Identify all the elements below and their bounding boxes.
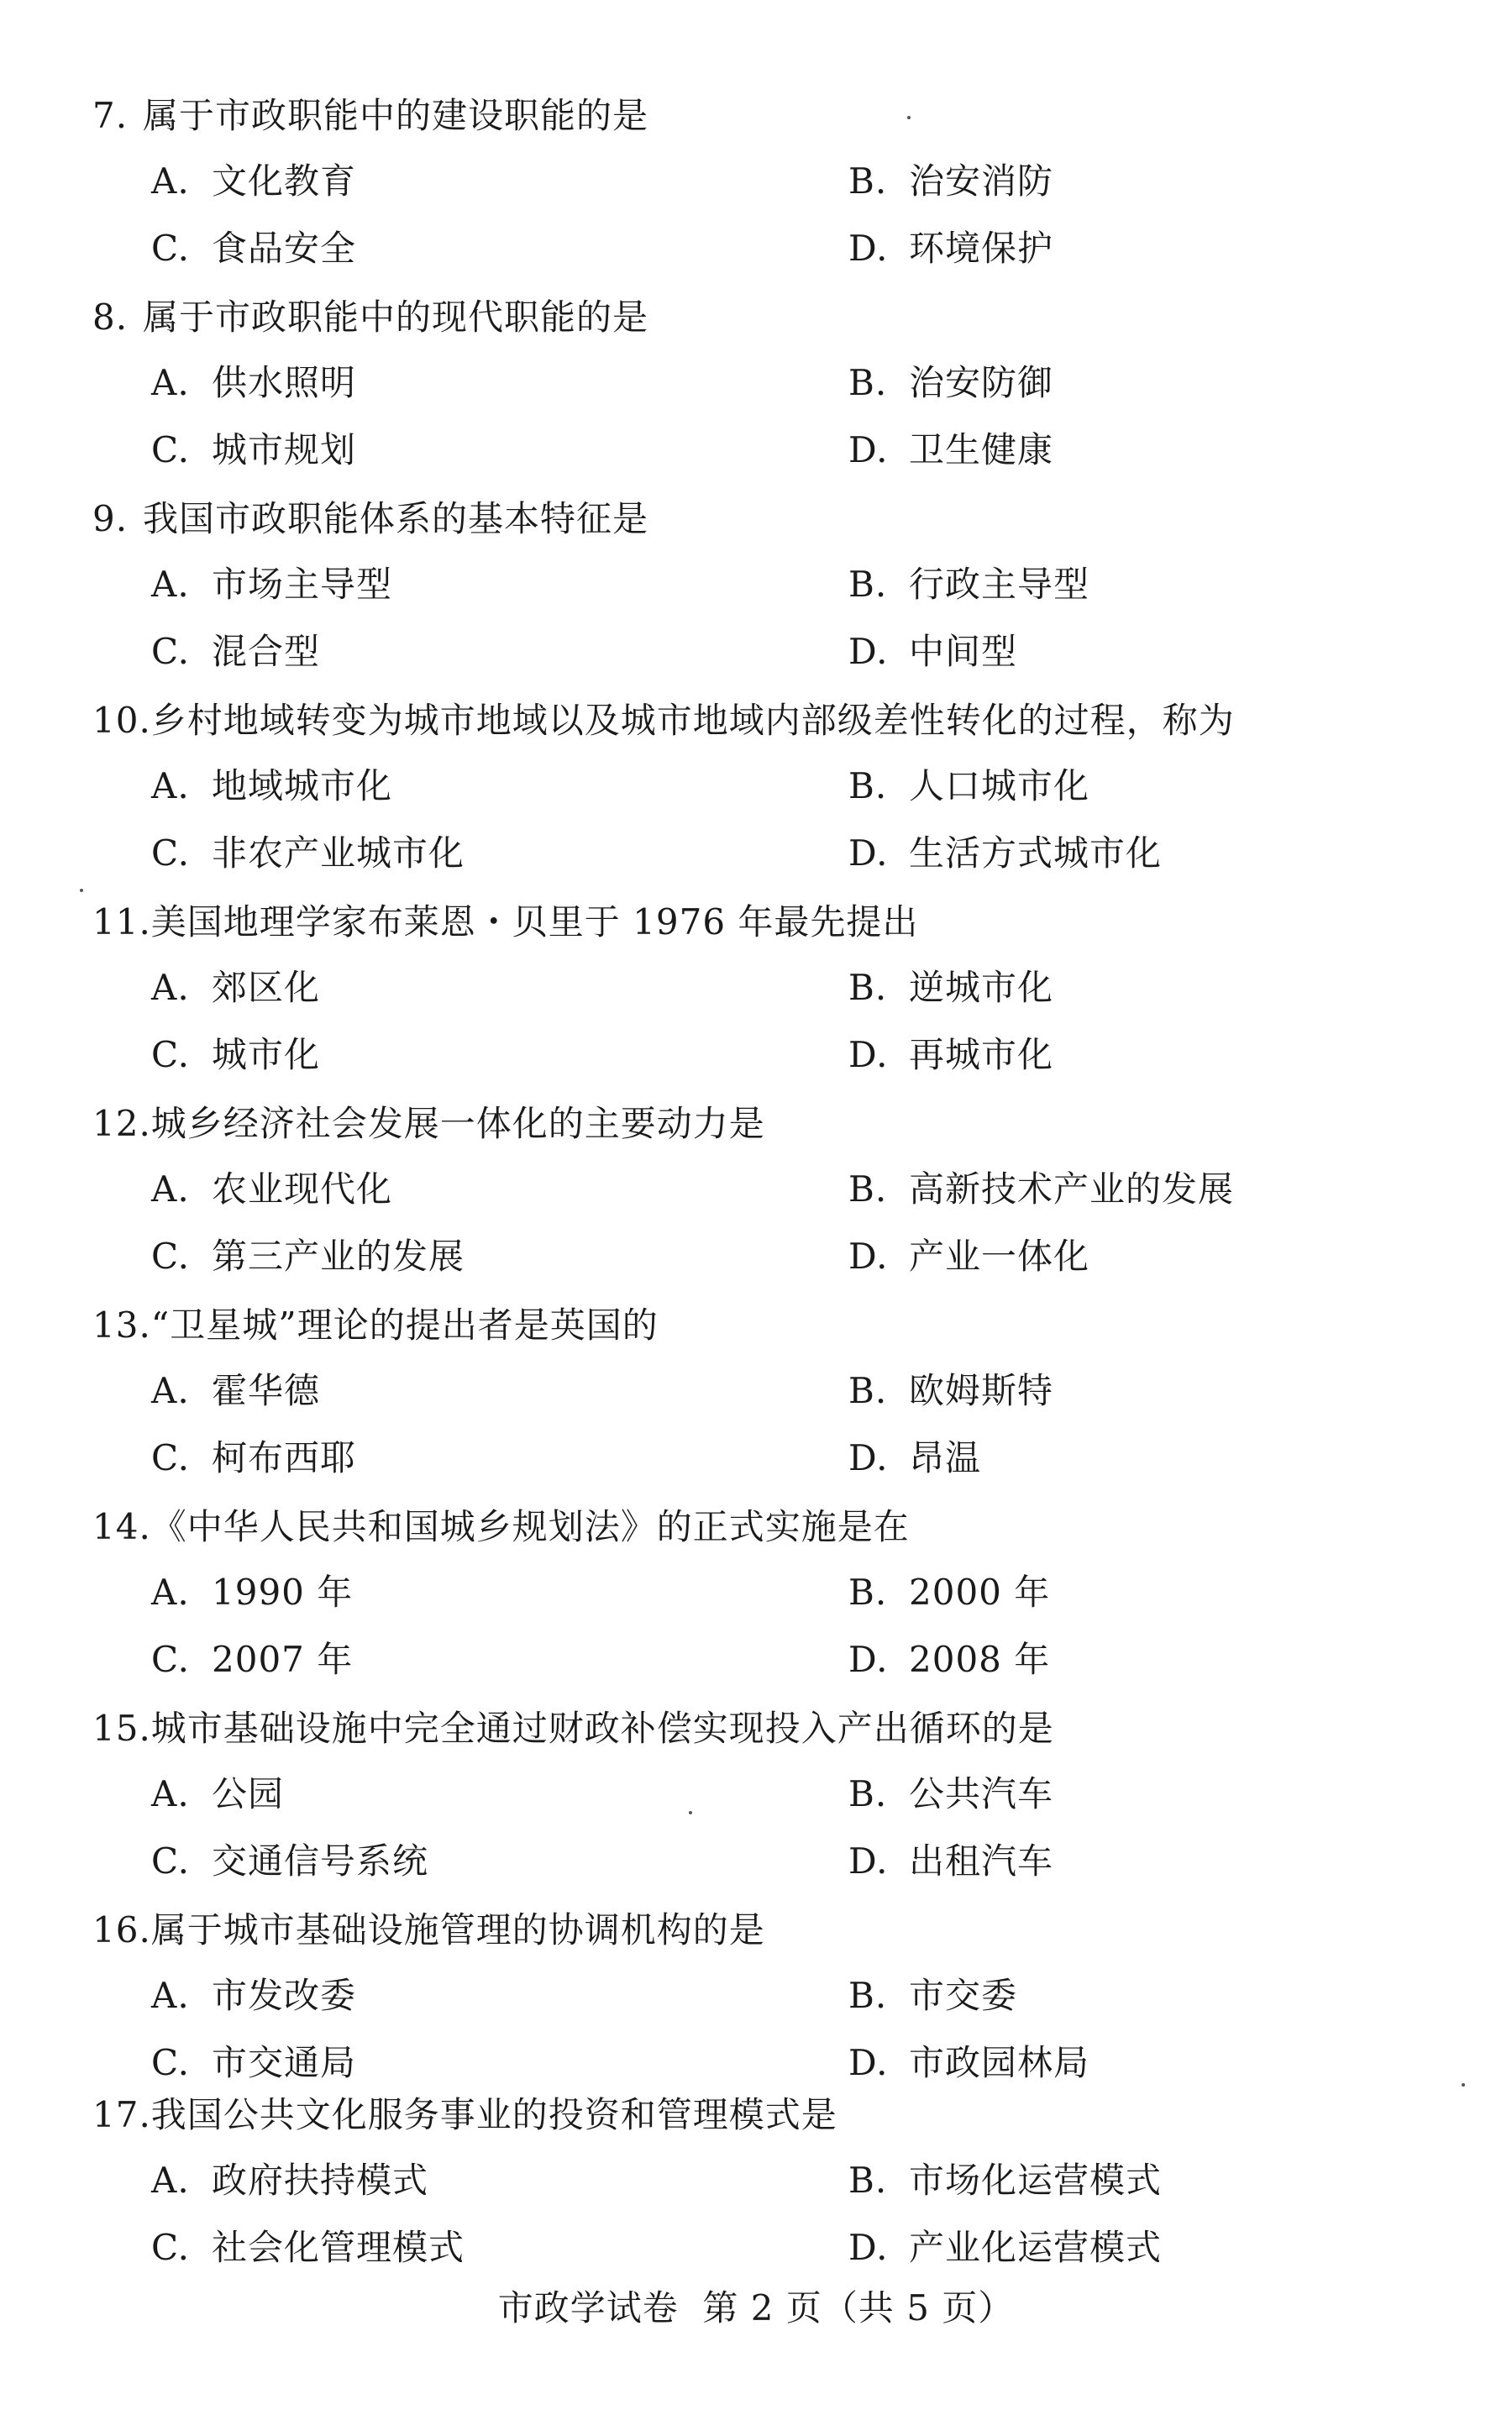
option-a bbox=[151, 358, 848, 408]
option-text: 地域城市化 bbox=[212, 765, 393, 806]
option-letter: D. bbox=[848, 1236, 889, 1277]
option-letter: B. bbox=[848, 1370, 888, 1411]
question-9 bbox=[92, 494, 1436, 677]
question-number: 11. bbox=[92, 901, 151, 942]
question-8 bbox=[92, 292, 1436, 475]
question-11 bbox=[92, 897, 1436, 1080]
option-b bbox=[848, 1567, 1495, 1618]
question-stem bbox=[92, 91, 1436, 141]
option-d bbox=[848, 2223, 1495, 2273]
option-text: 文化教育 bbox=[212, 160, 357, 202]
question-stem bbox=[92, 1099, 1436, 1149]
option-text: 市发改委 bbox=[212, 1975, 357, 2016]
option-text: 交通信号系统 bbox=[212, 1840, 429, 1882]
question-stem bbox=[92, 696, 1436, 746]
question-text: 乡村地域转变为城市地域以及城市地域内部级差性转化的过程，称为 bbox=[150, 700, 1235, 741]
option-text: 治安消防 bbox=[909, 160, 1054, 202]
option-letter: C. bbox=[151, 631, 190, 672]
option-letter: C. bbox=[151, 1840, 190, 1882]
question-number: 16. bbox=[92, 1909, 151, 1950]
option-letter: B. bbox=[848, 1773, 888, 1814]
question-number: 9. bbox=[92, 498, 129, 539]
option-b bbox=[848, 1164, 1495, 1215]
option-letter: A. bbox=[151, 1975, 190, 2016]
option-d bbox=[848, 425, 1495, 475]
option-d bbox=[848, 1836, 1495, 1887]
scan-speck bbox=[80, 889, 83, 892]
option-text: 供水照明 bbox=[212, 362, 357, 403]
option-text: 市场化运营模式 bbox=[909, 2160, 1163, 2201]
options bbox=[151, 963, 1436, 1080]
option-a bbox=[151, 156, 848, 207]
option-letter: D. bbox=[848, 832, 889, 874]
option-text: 混合型 bbox=[212, 631, 321, 672]
options bbox=[151, 559, 1436, 677]
option-letter: B. bbox=[848, 967, 888, 1008]
option-c bbox=[151, 1433, 848, 1483]
option-b bbox=[848, 1366, 1495, 1416]
option-letter: A. bbox=[151, 2160, 190, 2201]
option-text: 公共汽车 bbox=[909, 1773, 1054, 1814]
question-number: 15. bbox=[92, 1708, 151, 1749]
option-b bbox=[848, 1971, 1495, 2021]
option-b bbox=[848, 156, 1495, 207]
option-text: 环境保护 bbox=[909, 228, 1054, 269]
question-12 bbox=[92, 1099, 1436, 1282]
option-text: 第三产业的发展 bbox=[212, 1236, 465, 1277]
option-letter: A. bbox=[151, 1168, 190, 1210]
option-letter: B. bbox=[848, 362, 888, 403]
question-stem bbox=[92, 1502, 1436, 1552]
option-letter: B. bbox=[848, 1168, 888, 1210]
option-letter: C. bbox=[151, 832, 190, 874]
option-text: 市场主导型 bbox=[212, 564, 393, 605]
options bbox=[151, 156, 1436, 274]
options bbox=[151, 761, 1436, 879]
option-letter: D. bbox=[848, 429, 889, 470]
question-number: 12. bbox=[92, 1103, 151, 1144]
option-c bbox=[151, 2038, 848, 2088]
option-letter: D. bbox=[848, 228, 889, 269]
options bbox=[151, 1769, 1436, 1887]
option-letter: A. bbox=[151, 564, 190, 605]
option-c bbox=[151, 1836, 848, 1887]
option-letter: B. bbox=[848, 160, 888, 202]
question-stem bbox=[92, 1704, 1436, 1754]
option-a bbox=[151, 1769, 848, 1819]
option-a bbox=[151, 761, 848, 811]
option-d bbox=[848, 828, 1495, 879]
option-c bbox=[151, 2223, 848, 2273]
option-letter: B. bbox=[848, 564, 888, 605]
option-text: 城市化 bbox=[212, 1034, 321, 1075]
option-d bbox=[848, 223, 1495, 274]
option-b bbox=[848, 2155, 1495, 2206]
question-stem bbox=[92, 1300, 1436, 1351]
option-letter: C. bbox=[151, 2042, 190, 2083]
question-number: 10. bbox=[92, 700, 151, 741]
option-text: 公园 bbox=[212, 1773, 285, 1814]
question-text: 美国地理学家布莱恩・贝里于 1976 年最先提出 bbox=[150, 901, 919, 942]
scan-speck bbox=[689, 1811, 692, 1814]
option-letter: C. bbox=[151, 429, 190, 470]
question-text: 我国公共文化服务事业的投资和管理模式是 bbox=[150, 2094, 837, 2135]
option-c bbox=[151, 1635, 848, 1685]
option-letter: D. bbox=[848, 1437, 889, 1478]
option-d bbox=[848, 2038, 1495, 2088]
option-letter: A. bbox=[151, 1773, 190, 1814]
question-text: “卫星城”理论的提出者是英国的 bbox=[150, 1305, 659, 1346]
question-stem bbox=[92, 2090, 1436, 2140]
option-letter: D. bbox=[848, 1840, 889, 1882]
question-text: 城市基础设施中完全通过财政补偿实现投入产出循环的是 bbox=[150, 1708, 1054, 1749]
question-stem bbox=[92, 1905, 1436, 1956]
option-letter: A. bbox=[151, 765, 190, 806]
option-b bbox=[848, 559, 1495, 610]
question-10 bbox=[92, 696, 1436, 879]
option-letter: B. bbox=[848, 1572, 888, 1613]
option-letter: A. bbox=[151, 160, 190, 202]
option-text: 出租汽车 bbox=[909, 1840, 1054, 1882]
question-17 bbox=[92, 2090, 1436, 2273]
question-number: 8. bbox=[92, 297, 129, 338]
option-text: 逆城市化 bbox=[909, 967, 1054, 1008]
option-text: 市交委 bbox=[909, 1975, 1018, 2016]
option-c bbox=[151, 1231, 848, 1282]
question-text: 属于市政职能中的现代职能的是 bbox=[143, 297, 649, 338]
question-16 bbox=[92, 1905, 1436, 2088]
option-text: 欧姆斯特 bbox=[909, 1370, 1054, 1411]
option-letter: A. bbox=[151, 1370, 190, 1411]
option-d bbox=[848, 1635, 1495, 1685]
question-number: 7. bbox=[92, 95, 129, 136]
page-footer: 市政学试卷 第 2 页（共 5 页） bbox=[497, 2287, 1015, 2328]
option-a bbox=[151, 2155, 848, 2206]
options bbox=[151, 1164, 1436, 1282]
option-c bbox=[151, 627, 848, 677]
option-b bbox=[848, 358, 1495, 408]
option-letter: D. bbox=[848, 631, 889, 672]
question-stem bbox=[92, 897, 1436, 948]
option-letter: C. bbox=[151, 1639, 190, 1680]
option-letter: D. bbox=[848, 1034, 889, 1075]
options bbox=[151, 2155, 1436, 2273]
option-text: 社会化管理模式 bbox=[212, 2227, 465, 2268]
option-text: 政府扶持模式 bbox=[212, 2160, 429, 2201]
option-c bbox=[151, 425, 848, 475]
option-text: 产业化运营模式 bbox=[909, 2227, 1163, 2268]
option-text: 2000 年 bbox=[909, 1572, 1051, 1613]
option-letter: C. bbox=[151, 1034, 190, 1075]
option-b bbox=[848, 963, 1495, 1013]
option-letter: C. bbox=[151, 228, 190, 269]
option-letter: C. bbox=[151, 1437, 190, 1478]
option-letter: B. bbox=[848, 765, 888, 806]
option-d bbox=[848, 1231, 1495, 1282]
option-text: 市政园林局 bbox=[909, 2042, 1090, 2083]
option-b bbox=[848, 1769, 1495, 1819]
option-text: 霍华德 bbox=[212, 1370, 321, 1411]
option-text: 产业一体化 bbox=[909, 1236, 1090, 1277]
option-d bbox=[848, 627, 1495, 677]
options bbox=[151, 1971, 1436, 2088]
options bbox=[151, 1567, 1436, 1685]
question-number: 14. bbox=[92, 1506, 151, 1547]
option-a bbox=[151, 963, 848, 1013]
option-letter: C. bbox=[151, 2227, 190, 2268]
option-d bbox=[848, 1433, 1495, 1483]
question-stem bbox=[92, 494, 1436, 544]
option-a bbox=[151, 1567, 848, 1618]
option-c bbox=[151, 828, 848, 879]
question-number: 13. bbox=[92, 1305, 151, 1346]
option-a bbox=[151, 1366, 848, 1416]
option-text: 昂温 bbox=[909, 1437, 982, 1478]
option-text: 再城市化 bbox=[909, 1034, 1054, 1075]
option-c bbox=[151, 1030, 848, 1080]
option-text: 中间型 bbox=[909, 631, 1018, 672]
option-letter: B. bbox=[848, 1975, 888, 2016]
option-letter: A. bbox=[151, 362, 190, 403]
option-text: 柯布西耶 bbox=[212, 1437, 357, 1478]
option-text: 市交通局 bbox=[212, 2042, 357, 2083]
question-14 bbox=[92, 1502, 1436, 1685]
question-stem bbox=[92, 292, 1436, 343]
question-number: 17. bbox=[92, 2094, 151, 2135]
option-d bbox=[848, 1030, 1495, 1080]
option-letter: D. bbox=[848, 2042, 889, 2083]
option-letter: D. bbox=[848, 2227, 889, 2268]
option-c bbox=[151, 223, 848, 274]
option-text: 生活方式城市化 bbox=[909, 832, 1163, 874]
question-text: 城乡经济社会发展一体化的主要动力是 bbox=[150, 1103, 765, 1144]
question-15 bbox=[92, 1704, 1436, 1887]
option-text: 1990 年 bbox=[212, 1572, 354, 1613]
option-a bbox=[151, 1164, 848, 1215]
option-text: 治安防御 bbox=[909, 362, 1054, 403]
question-text: 《中华人民共和国城乡规划法》的正式实施是在 bbox=[150, 1506, 910, 1547]
option-text: 农业现代化 bbox=[212, 1168, 393, 1210]
option-a bbox=[151, 1971, 848, 2021]
option-text: 2007 年 bbox=[212, 1639, 354, 1680]
option-text: 非农产业城市化 bbox=[212, 832, 465, 874]
option-text: 郊区化 bbox=[212, 967, 321, 1008]
option-letter: B. bbox=[848, 2160, 888, 2201]
option-text: 高新技术产业的发展 bbox=[909, 1168, 1235, 1210]
options bbox=[151, 1366, 1436, 1483]
scan-speck bbox=[1462, 2083, 1465, 2087]
options bbox=[151, 358, 1436, 475]
option-b bbox=[848, 761, 1495, 811]
option-letter: C. bbox=[151, 1236, 190, 1277]
question-text: 我国市政职能体系的基本特征是 bbox=[143, 498, 649, 539]
question-text: 属于城市基础设施管理的协调机构的是 bbox=[150, 1909, 765, 1950]
option-text: 食品安全 bbox=[212, 228, 357, 269]
option-text: 人口城市化 bbox=[909, 765, 1090, 806]
question-7 bbox=[92, 91, 1436, 274]
option-letter: A. bbox=[151, 967, 190, 1008]
question-13 bbox=[92, 1300, 1436, 1483]
option-a bbox=[151, 559, 848, 610]
scan-speck bbox=[907, 116, 911, 119]
question-text: 属于市政职能中的建设职能的是 bbox=[143, 95, 649, 136]
option-text: 行政主导型 bbox=[909, 564, 1090, 605]
option-letter: D. bbox=[848, 1639, 889, 1680]
option-text: 城市规划 bbox=[212, 429, 357, 470]
option-text: 2008 年 bbox=[909, 1639, 1051, 1680]
option-text: 卫生健康 bbox=[909, 429, 1054, 470]
option-letter: A. bbox=[151, 1572, 190, 1613]
